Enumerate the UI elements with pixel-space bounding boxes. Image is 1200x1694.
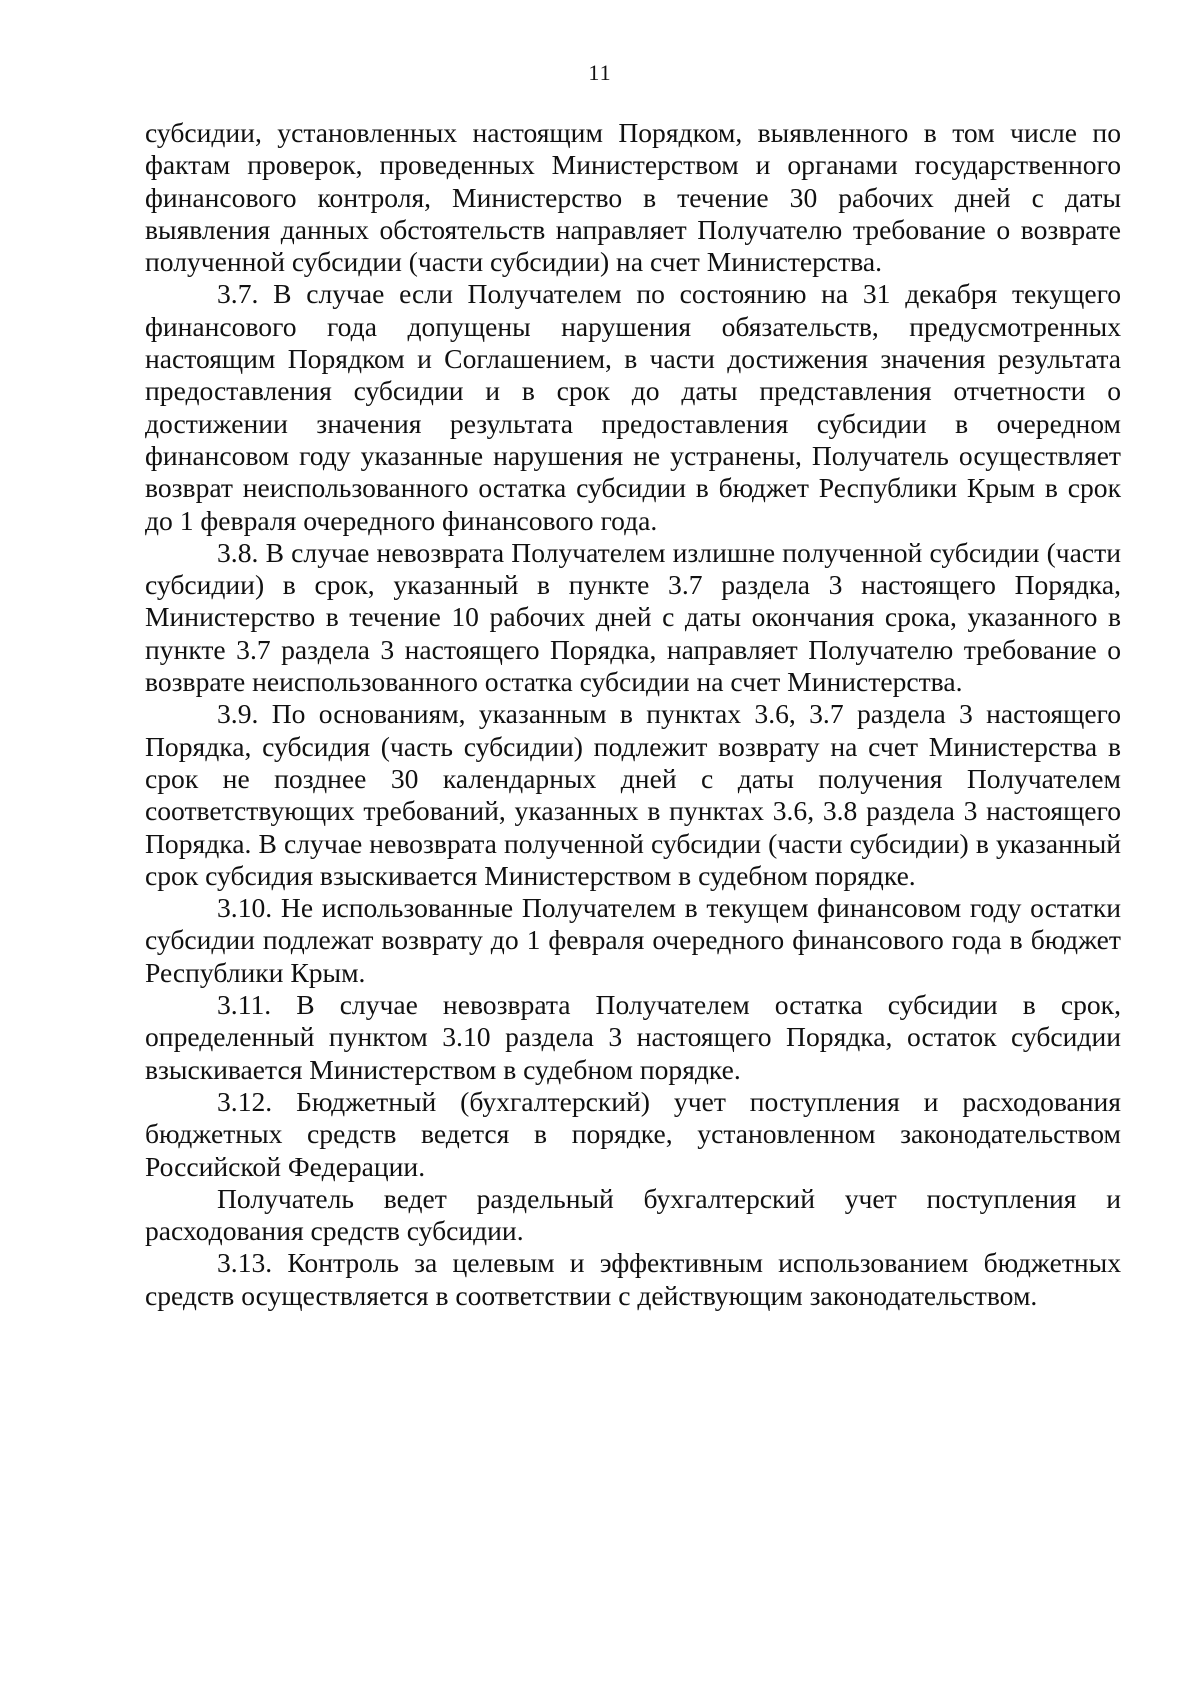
paragraph-3-11: 3.11. В случае невозврата Получателем остатка субсидии в срок, определенный пунктом 3.10 раздела 3 настоящего Порядка, остаток субсидии взыскивается Министерством в судебном порядке. <box>145 989 1121 1085</box>
document-body <box>145 117 1121 1312</box>
paragraph-3-10: 3.10. Не использованные Получателем в текущем финансовом году остатки субсидии подлежат возврату до 1 февраля очередного финансового года в бюджет Республики Крым. <box>145 892 1121 988</box>
paragraph-3-7: 3.7. В случае если Получателем по состоянию на 31 декабря текущего финансового года допущены нарушения обязательств, предусмотренных настоящим Порядком и Соглашением, в части достижения значения результата предоставления субсидии и в срок до даты представления отчетности о достижении значения результата предоставления субсидии в очередном финансовом году указанные нарушения не устранены, Получатель осуществляет возврат неиспользованного остатка субсидии в бюджет Республики Крым в срок до 1 февраля очередного финансового года. <box>145 278 1121 536</box>
paragraph-3-13: 3.13. Контроль за целевым и эффективным использованием бюджетных средств осуществляется в соответствии с действующим законодательством. <box>145 1247 1121 1311</box>
paragraph-3-8: 3.8. В случае невозврата Получателем излишне полученной субсидии (части субсидии) в срок, указанный в пункте 3.7 раздела 3 настоящего Порядка, Министерство в течение 10 рабочих дней с даты окончания срока, указанного в пункте 3.7 раздела 3 настоящего Порядка, направляет Получателю требование о возврате неиспользованного остатка субсидии на счет Министерства. <box>145 536 1121 698</box>
paragraph-3-9: 3.9. По основаниям, указанным в пунктах 3.6, 3.7 раздела 3 настоящего Порядка, субсидия (часть субсидии) подлежит возврату на счет Министерства в срок не позднее 30 календарных дней с даты получения Получателем соответствующих требований, указанных в пунктах 3.6, 3.8 раздела 3 настоящего Порядка. В случае невозврата полученной субсидии (части субсидии) в указанный срок субсидия взыскивается Министерством в судебном порядке. <box>145 698 1121 891</box>
page-number: 11 <box>588 60 612 85</box>
paragraph-3-12: 3.12. Бюджетный (бухгалтерский) учет поступления и расходования бюджетных средств ведется в порядке, установленном законодательством Российской Федерации. <box>145 1085 1121 1182</box>
paragraph-continuation: субсидии, установленных настоящим Порядком, выявленного в том числе по фактам проверок, проведенных Министерством и органами государственного финансового контроля, Министерство в течение 30 рабочих дней с даты выявления данных обстоятельств направляет Получателю требование о возврате полученной субсидии (части субсидии) на счет Министерства. <box>145 117 1121 278</box>
paragraph-separate-accounting: Получатель ведет раздельный бухгалтерский учет поступления и расходования средств субсидии. <box>145 1182 1121 1247</box>
